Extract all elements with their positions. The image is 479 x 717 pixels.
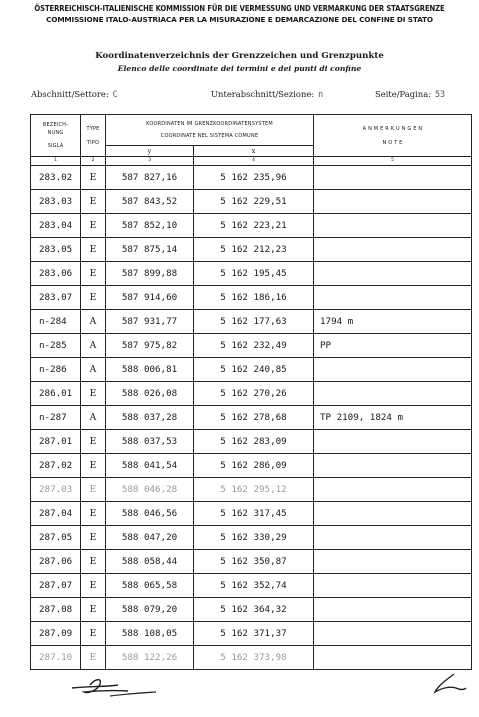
table-row (31, 286, 472, 310)
table-row (31, 430, 472, 454)
x-coordinate-cell: 5 162 373,98 (194, 646, 314, 670)
column-number-row (31, 157, 472, 166)
table-row (31, 166, 472, 190)
table-row (31, 646, 472, 670)
y-coordinate-cell: 588 037,28 (106, 406, 194, 430)
sigla-cell: n-287 (31, 406, 81, 430)
col-number-2: 2 (81, 157, 106, 166)
x-coordinate-cell: 5 162 295,12 (194, 478, 314, 502)
type-cell: E (81, 622, 106, 646)
y-coordinate-cell: 588 046,56 (106, 502, 194, 526)
table-row (31, 550, 472, 574)
note-cell (314, 550, 472, 574)
type-cell: E (81, 574, 106, 598)
note-cell: TP 2109, 1824 m (314, 406, 472, 430)
x-coordinate-cell: 5 162 330,29 (194, 526, 314, 550)
coordinate-table (30, 114, 472, 670)
col-type-text-2: TIPO (86, 139, 100, 146)
note-cell (314, 286, 472, 310)
x-coordinate-cell: 5 162 283,09 (194, 430, 314, 454)
table-row (31, 262, 472, 286)
type-cell: E (81, 550, 106, 574)
type-cell: E (81, 430, 106, 454)
sigla-cell: n-286 (31, 358, 81, 382)
x-coordinate-cell: 5 162 364,32 (194, 598, 314, 622)
col-coord-text-1: KOORDINATEN IM GRENZKOORDINATENSYSTEM (146, 121, 273, 127)
note-cell (314, 622, 472, 646)
col-notes-text-1: A N M E R K U N G E N (362, 125, 423, 132)
subsection-value: n (318, 89, 324, 99)
y-coordinate-cell: 588 047,20 (106, 526, 194, 550)
table-row (31, 454, 472, 478)
note-cell (314, 262, 472, 286)
table-row (31, 214, 472, 238)
col-header-type (81, 115, 106, 157)
y-coordinate-cell: 588 041,54 (106, 454, 194, 478)
type-cell: A (81, 334, 106, 358)
note-cell: PP (314, 334, 472, 358)
table-row (31, 310, 472, 334)
sigla-cell: 287.09 (31, 622, 81, 646)
sigla-cell: 286.01 (31, 382, 81, 406)
table-row (31, 406, 472, 430)
col-sigla-text-1: BEZEICH- (42, 122, 69, 128)
y-coordinate-cell: 588 006,81 (106, 358, 194, 382)
col-type-text-1: TYPE (86, 125, 100, 132)
subsection-label: Unterabschnitt/Sezione: (211, 89, 315, 99)
y-coordinate-cell: 587 975,82 (106, 334, 194, 358)
subsection-field (211, 89, 323, 99)
note-cell (314, 358, 472, 382)
section-value: C (112, 89, 118, 99)
sigla-cell: n-284 (31, 310, 81, 334)
x-coordinate-cell: 5 162 195,45 (194, 262, 314, 286)
table-row (31, 478, 472, 502)
sigla-cell: 287.03 (31, 478, 81, 502)
sigla-cell: 287.02 (31, 454, 81, 478)
sigla-cell: 287.06 (31, 550, 81, 574)
table-row (31, 238, 472, 262)
type-cell: A (81, 310, 106, 334)
note-cell (314, 430, 472, 454)
y-coordinate-cell: 587 931,77 (106, 310, 194, 334)
table-row (31, 598, 472, 622)
type-cell: A (81, 358, 106, 382)
y-coordinate-cell: 587 852,10 (106, 214, 194, 238)
table-row (31, 526, 472, 550)
type-cell: E (81, 238, 106, 262)
sigla-cell: 287.07 (31, 574, 81, 598)
table-row (31, 574, 472, 598)
table-row (31, 190, 472, 214)
y-coordinate-cell: 587 875,14 (106, 238, 194, 262)
x-coordinate-cell: 5 162 371,37 (194, 622, 314, 646)
y-coordinate-cell: 588 079,20 (106, 598, 194, 622)
col-sigla-text-3: SIGLA (47, 143, 64, 149)
sigla-cell: 287.08 (31, 598, 81, 622)
page-label: Seite/Pagina: (375, 89, 432, 99)
section-field (31, 89, 118, 99)
type-cell: E (81, 454, 106, 478)
x-coordinate-cell: 5 162 270,26 (194, 382, 314, 406)
sigla-cell: 283.02 (31, 166, 81, 190)
type-cell: A (81, 406, 106, 430)
sigla-cell: 287.05 (31, 526, 81, 550)
type-cell: E (81, 214, 106, 238)
x-coordinate-cell: 5 162 240,85 (194, 358, 314, 382)
y-coordinate-cell: 588 046,28 (106, 478, 194, 502)
x-coordinate-cell: 5 162 286,09 (194, 454, 314, 478)
sigla-cell: 283.04 (31, 214, 81, 238)
section-label: Abschnitt/Settore: (31, 89, 109, 99)
page-field (375, 89, 445, 99)
note-cell (314, 454, 472, 478)
sigla-cell: 287.04 (31, 502, 81, 526)
table-row (31, 358, 472, 382)
header-line-it: COMMISSIONE ITALO-AUSTRIACA PER LA MISURAZIONE E DEMARCAZIONE DEL CONFINE DI STATO (46, 15, 433, 24)
y-coordinate-cell: 588 065,58 (106, 574, 194, 598)
col-notes-text-2: N O T E (382, 139, 403, 146)
type-cell: E (81, 502, 106, 526)
note-cell (314, 214, 472, 238)
x-coordinate-cell: 5 162 317,45 (194, 502, 314, 526)
note-cell (314, 238, 472, 262)
note-cell (314, 190, 472, 214)
y-coordinate-cell: 587 827,16 (106, 166, 194, 190)
signature-right (432, 672, 468, 696)
type-cell: E (81, 646, 106, 670)
note-cell (314, 646, 472, 670)
type-cell: E (81, 166, 106, 190)
type-cell: E (81, 478, 106, 502)
document-title-it: Elenco delle coordinate dei termini e dei punti di confine (117, 64, 362, 73)
col-number-3: 3 (106, 157, 194, 166)
table-row (31, 502, 472, 526)
note-cell (314, 502, 472, 526)
col-number-1: 1 (31, 157, 81, 166)
table-row (31, 622, 472, 646)
type-cell: E (81, 526, 106, 550)
col-header-notes (314, 115, 472, 157)
table-row (31, 334, 472, 358)
signature-left (70, 676, 160, 698)
sigla-cell: n-285 (31, 334, 81, 358)
note-cell (314, 478, 472, 502)
note-cell (314, 526, 472, 550)
col-header-coordinates (106, 115, 314, 146)
column-header-row (31, 115, 472, 146)
sigla-cell: 283.07 (31, 286, 81, 310)
type-cell: E (81, 382, 106, 406)
y-coordinate-cell: 587 843,52 (106, 190, 194, 214)
y-coordinate-cell: 587 899,88 (106, 262, 194, 286)
col-header-y: y (106, 146, 194, 157)
y-coordinate-cell: 587 914,60 (106, 286, 194, 310)
note-cell: 1794 m (314, 310, 472, 334)
col-header-x: x (194, 146, 314, 157)
sigla-cell: 283.06 (31, 262, 81, 286)
x-coordinate-cell: 5 162 350,87 (194, 550, 314, 574)
note-cell (314, 382, 472, 406)
type-cell: E (81, 598, 106, 622)
sigla-cell: 283.05 (31, 238, 81, 262)
page-value: 53 (435, 89, 446, 99)
table-row (31, 382, 472, 406)
type-cell: E (81, 190, 106, 214)
col-sigla-text-2: NUNG (47, 130, 64, 136)
x-coordinate-cell: 5 162 278,68 (194, 406, 314, 430)
note-cell (314, 166, 472, 190)
col-coord-text-2: COORDINATE NEL SISTEMA COMUNE (160, 133, 259, 139)
type-cell: E (81, 286, 106, 310)
y-coordinate-cell: 588 122,26 (106, 646, 194, 670)
document-title-de: Koordinatenverzeichnis der Grenzzeichen und Grenzpunkte (95, 51, 384, 61)
header-line-de: ÖSTERREICHISCH-ITALIENISCHE KOMMISSION FÜR DIE VERMESSUNG UND VERMARKUNG DER STAATSGRENZE (34, 4, 445, 13)
x-coordinate-cell: 5 162 232,49 (194, 334, 314, 358)
x-coordinate-cell: 5 162 177,63 (194, 310, 314, 334)
x-coordinate-cell: 5 162 352,74 (194, 574, 314, 598)
col-number-4: 4 (194, 157, 314, 166)
col-number-5: 5 (314, 157, 472, 166)
x-coordinate-cell: 5 162 229,51 (194, 190, 314, 214)
type-cell: E (81, 262, 106, 286)
x-coordinate-cell: 5 162 186,16 (194, 286, 314, 310)
sigla-cell: 287.10 (31, 646, 81, 670)
sigla-cell: 287.01 (31, 430, 81, 454)
x-coordinate-cell: 5 162 212,23 (194, 238, 314, 262)
x-coordinate-cell: 5 162 223,21 (194, 214, 314, 238)
y-coordinate-cell: 588 037,53 (106, 430, 194, 454)
note-cell (314, 574, 472, 598)
sigla-cell: 283.03 (31, 190, 81, 214)
col-header-sigla (31, 115, 81, 157)
note-cell (314, 598, 472, 622)
x-coordinate-cell: 5 162 235,96 (194, 166, 314, 190)
y-coordinate-cell: 588 026,08 (106, 382, 194, 406)
y-coordinate-cell: 588 108,05 (106, 622, 194, 646)
y-coordinate-cell: 588 058,44 (106, 550, 194, 574)
